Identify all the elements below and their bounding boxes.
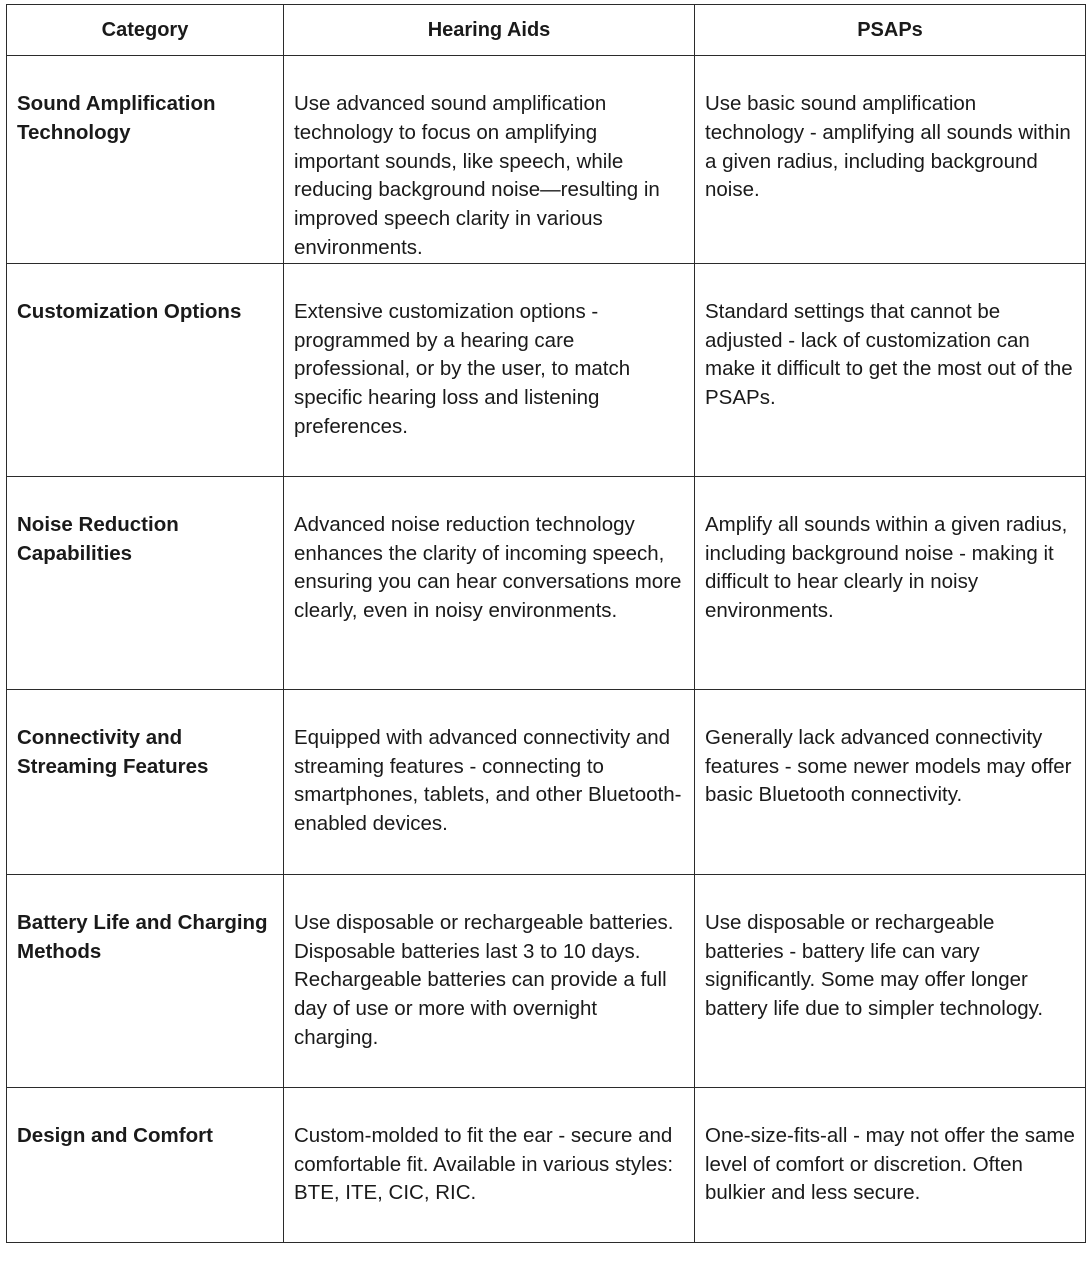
table-row <box>7 476 1086 689</box>
header-row <box>7 5 1086 56</box>
psaps-cell: One-size-fits-all - may not offer the same level of comfort or discretion. Often bulkier and less secure. <box>695 1087 1086 1242</box>
hearing-aids-cell: Use advanced sound amplification technology to focus on amplifying important sounds, like speech, while reducing background noise—resulting in improved speech clarity in various environments. <box>284 56 695 264</box>
category-cell: Battery Life and Charging Methods <box>7 874 284 1087</box>
category-cell: Sound Amplification Technology <box>7 56 284 264</box>
table-row <box>7 874 1086 1087</box>
psaps-cell: Use disposable or rechargeable batteries - battery life can vary significantly. Some may offer longer battery life due to simpler technology. <box>695 874 1086 1087</box>
table-row <box>7 1087 1086 1242</box>
psaps-cell: Use basic sound amplification technology - amplifying all sounds within a given radius, including background noise. <box>695 56 1086 264</box>
psaps-cell: Standard settings that cannot be adjusted - lack of customization can make it difficult to get the most out of the PSAPs. <box>695 263 1086 476</box>
category-cell: Customization Options <box>7 263 284 476</box>
hearing-aids-cell: Use disposable or rechargeable batteries. Disposable batteries last 3 to 10 days. Rechargeable batteries can provide a full day of use or more with overnight charging. <box>284 874 695 1087</box>
hearing-aids-cell: Equipped with advanced connectivity and streaming features - connecting to smartphones, tablets, and other Bluetooth-enabled devices. <box>284 689 695 874</box>
table-body <box>7 56 1086 1243</box>
table-row <box>7 689 1086 874</box>
header-hearing-aids: Hearing Aids <box>284 5 695 56</box>
table-row <box>7 263 1086 476</box>
psaps-cell: Amplify all sounds within a given radius, including background noise - making it difficult to hear clearly in noisy environments. <box>695 476 1086 689</box>
table-row <box>7 56 1086 264</box>
hearing-aids-cell: Advanced noise reduction technology enhances the clarity of incoming speech, ensuring you can hear conversations more clearly, even in noisy environments. <box>284 476 695 689</box>
category-cell: Noise Reduction Capabilities <box>7 476 284 689</box>
hearing-aids-cell: Custom-molded to fit the ear - secure and comfortable fit. Available in various styles: BTE, ITE, CIC, RIC. <box>284 1087 695 1242</box>
comparison-table <box>6 4 1086 1243</box>
hearing-aids-cell: Extensive customization options - programmed by a hearing care professional, or by the user, to match specific hearing loss and listening preferences. <box>284 263 695 476</box>
category-cell: Design and Comfort <box>7 1087 284 1242</box>
category-cell: Connectivity and Streaming Features <box>7 689 284 874</box>
psaps-cell: Generally lack advanced connectivity features - some newer models may offer basic Bluetooth connectivity. <box>695 689 1086 874</box>
table-header <box>7 5 1086 56</box>
header-category: Category <box>7 5 284 56</box>
header-psaps: PSAPs <box>695 5 1086 56</box>
